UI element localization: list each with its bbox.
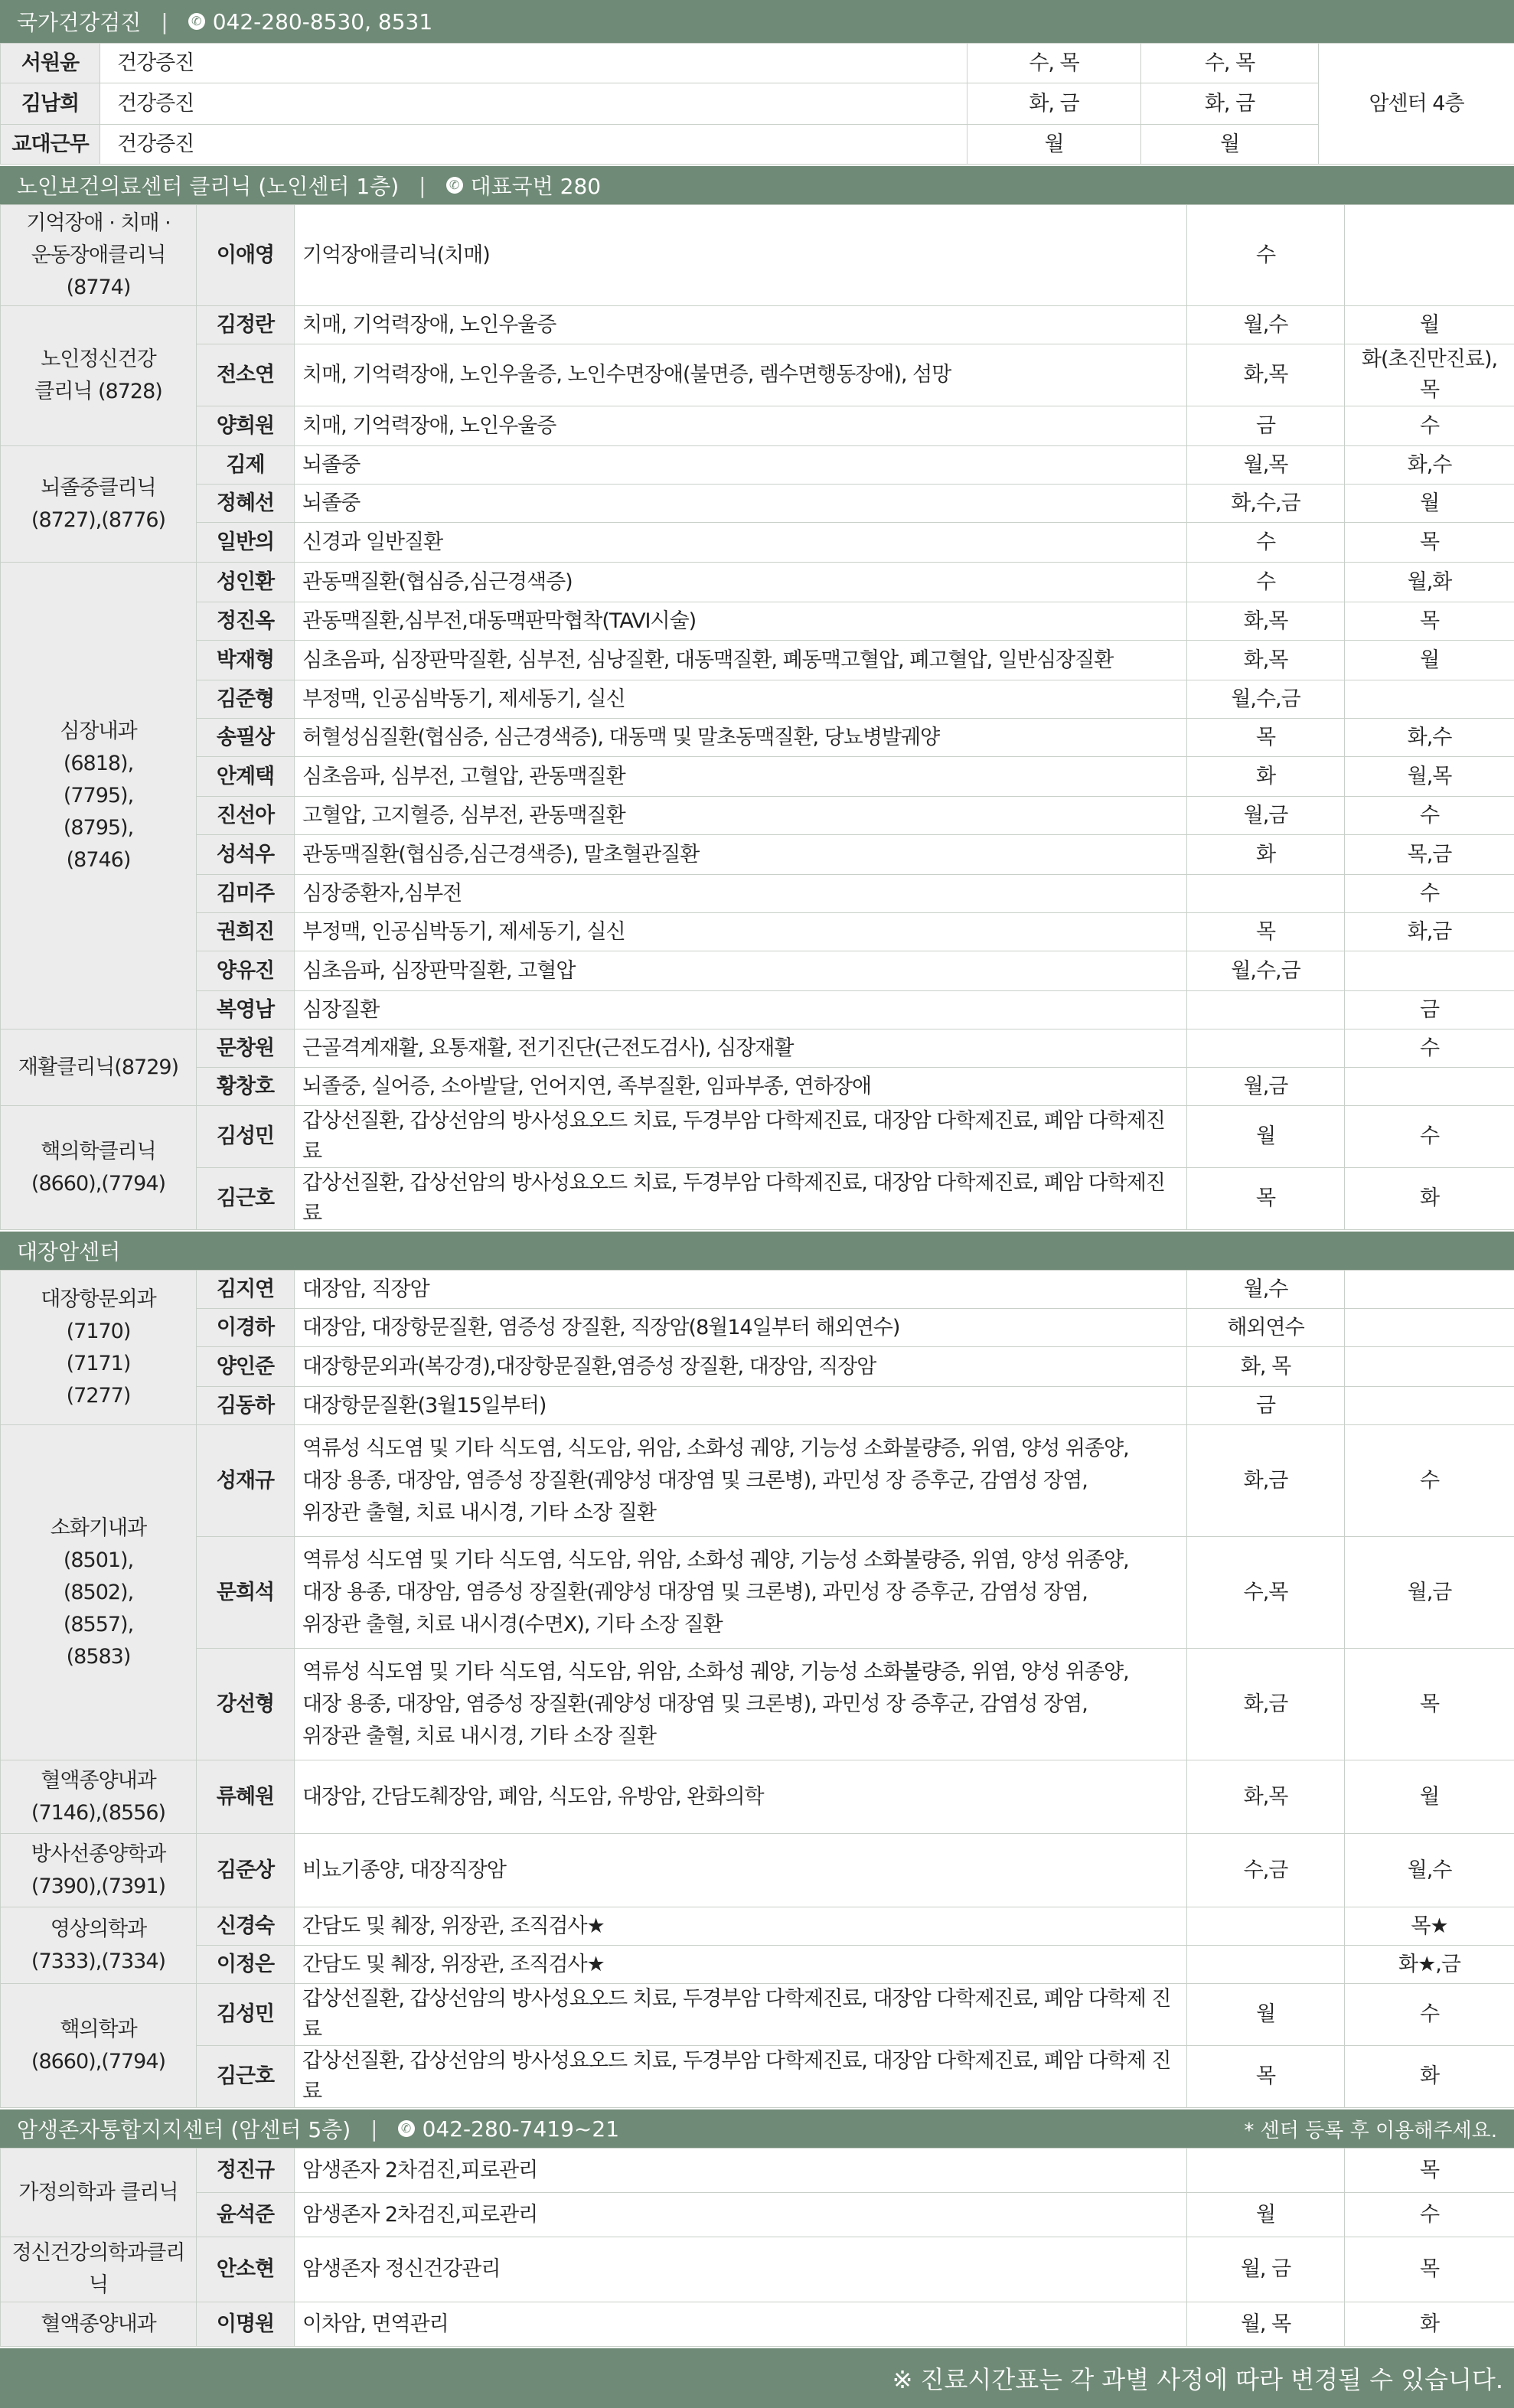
table-row	[1, 563, 1514, 602]
pm-schedule: 목,금	[1345, 835, 1514, 875]
table-row	[1, 406, 1514, 446]
doctor-name: 김정란	[197, 306, 295, 344]
pm-schedule	[1345, 1068, 1514, 1106]
department-line: (8795),	[8, 812, 188, 844]
table-row	[1, 2149, 1514, 2193]
day-1: 월	[967, 125, 1141, 165]
doctor-name: 김준상	[197, 1834, 295, 1907]
am-schedule: 월	[1187, 2193, 1345, 2237]
doctor-name: 정혜선	[197, 485, 295, 523]
table-row	[1, 2193, 1514, 2237]
specialty: 건강증진	[100, 125, 967, 165]
specialty: 근골격계재활, 요통재활, 전기진단(근전도검사), 심장재활	[295, 1029, 1187, 1068]
department-line: 대장항문외과	[8, 1284, 188, 1316]
specialty: 치매, 기억력장애, 노인우울증	[295, 406, 1187, 446]
am-schedule: 목	[1187, 719, 1345, 757]
pm-schedule: 화,수	[1345, 446, 1514, 485]
specialty: 갑상선질환, 갑상선암의 방사성요오드 치료, 두경부암 다학제진료, 대장암 다학제진료, 폐암 다학제진료	[295, 1106, 1187, 1168]
specialty: 관동맥질환(협심증,심근경색증)	[295, 563, 1187, 602]
doctor-name: 김성민	[197, 1984, 295, 2046]
am-schedule: 화,금	[1187, 1425, 1345, 1537]
doctor-name: 복영남	[197, 991, 295, 1029]
specialty: 심초음파, 심부전, 고혈압, 관동맥질환	[295, 757, 1187, 797]
table-row	[1, 1834, 1514, 1907]
doctor-name: 류혜원	[197, 1760, 295, 1834]
doctor-name: 안소현	[197, 2237, 295, 2302]
specialty: 건강증진	[100, 83, 967, 125]
doctor-name: 진선아	[197, 797, 295, 835]
section-phone: 대표국번 280	[471, 170, 602, 201]
section-phone: 042-280-7419~21	[423, 2116, 619, 2142]
day-2: 화, 금	[1141, 83, 1319, 125]
table-row	[1, 2046, 1514, 2108]
pm-schedule: 월,금	[1345, 1537, 1514, 1649]
specialty: 대장암, 직장암	[295, 1271, 1187, 1309]
registration-note: * 센터 등록 후 이용해주세요.	[1244, 2115, 1497, 2143]
am-schedule: 화,목	[1187, 1760, 1345, 1834]
department-line: 소화기내과	[8, 1512, 188, 1545]
table-row	[1, 205, 1514, 306]
doctor-name: 신경숙	[197, 1907, 295, 1946]
specialty: 심장질환	[295, 991, 1187, 1029]
department-line: 재활클리닉(8729)	[8, 1052, 188, 1084]
specialty: 고혈압, 고지혈증, 심부전, 관동맥질환	[295, 797, 1187, 835]
section-title: 노인보건의료센터 클리닉 (노인센터 1층)	[17, 170, 399, 201]
am-schedule	[1187, 1946, 1345, 1984]
pm-schedule: 화★,금	[1345, 1946, 1514, 1984]
department-cell	[1, 1029, 197, 1106]
day-1: 수, 목	[967, 44, 1141, 83]
senior-clinic-table	[0, 204, 1514, 1230]
table-row	[1, 1068, 1514, 1106]
table-row	[1, 757, 1514, 797]
pm-schedule	[1345, 1347, 1514, 1387]
pm-schedule	[1345, 205, 1514, 306]
doctor-name: 김제	[197, 446, 295, 485]
section-title: 암생존자통합지지센터 (암센터 5층)	[17, 2113, 351, 2144]
department-cell	[1, 1907, 197, 1984]
doctor-name: 김근호	[197, 1168, 295, 1230]
specialty: 대장암, 대장항문질환, 염증성 장질환, 직장암(8월14일부터 해외연수)	[295, 1309, 1187, 1347]
table-row	[1, 1907, 1514, 1946]
pm-schedule	[1345, 951, 1514, 991]
specialty: 부정맥, 인공심박동기, 제세동기, 실신	[295, 913, 1187, 951]
specialty: 갑상선질환, 갑상선암의 방사성요오드 치료, 두경부암 다학제진료, 대장암 다학제진료, 폐암 다학제 진료	[295, 1984, 1187, 2046]
am-schedule: 화,수,금	[1187, 485, 1345, 523]
doctor-name: 강선형	[197, 1649, 295, 1760]
day-2: 수, 목	[1141, 44, 1319, 83]
department-line: (7171)	[8, 1348, 188, 1380]
pm-schedule: 목	[1345, 2149, 1514, 2193]
specialty: 심초음파, 심장판막질환, 고혈압	[295, 951, 1187, 991]
department-cell	[1, 1834, 197, 1907]
department-line: (8501),	[8, 1545, 188, 1577]
table-row	[1, 991, 1514, 1029]
department-line: (7333),(7334)	[8, 1946, 188, 1978]
table-row	[1, 44, 1514, 83]
table-row	[1, 913, 1514, 951]
department-line: 운동장애클리닉	[8, 240, 188, 272]
department-cell	[1, 2149, 197, 2237]
pm-schedule: 목	[1345, 1649, 1514, 1760]
table-row	[1, 485, 1514, 523]
department-cell	[1, 446, 197, 563]
table-row	[1, 1425, 1514, 1537]
am-schedule: 금	[1187, 406, 1345, 446]
table-row	[1, 344, 1514, 406]
am-schedule: 수	[1187, 563, 1345, 602]
doctor-name: 성석우	[197, 835, 295, 875]
department-line: 기억장애 · 치매 ·	[8, 207, 188, 240]
doctor-name: 안계택	[197, 757, 295, 797]
pm-schedule: 화,수	[1345, 719, 1514, 757]
section-header-survivor-center: 암생존자통합지지센터 (암센터 5층) | ✆ 042-280-7419~21 * 센터 등록 후 이용해주세요.	[0, 2108, 1514, 2148]
footer-text: ※ 진료시간표는 각 과별 사정에 따라 변경될 수 있습니다.	[892, 2361, 1503, 2396]
am-schedule: 화,목	[1187, 641, 1345, 680]
specialty	[295, 1649, 1187, 1760]
department-line: 방사선종양학과	[8, 1839, 188, 1871]
table-row	[1, 797, 1514, 835]
pm-schedule: 월	[1345, 485, 1514, 523]
am-schedule: 화,금	[1187, 1649, 1345, 1760]
table-row	[1, 835, 1514, 875]
am-schedule: 목	[1187, 1168, 1345, 1230]
specialty: 이차암, 면역관리	[295, 2302, 1187, 2347]
am-schedule: 월,목	[1187, 446, 1345, 485]
schedule-body	[1, 1271, 1514, 2108]
table-row	[1, 1760, 1514, 1834]
table-row	[1, 125, 1514, 165]
specialty-line: 대장 용종, 대장암, 염증성 장질환(궤양성 대장염 및 크론병), 과민성 장 증후군, 감염성 장염,	[302, 1577, 1179, 1609]
department-cell	[1, 1425, 197, 1760]
department-line: 혈액종양내과	[8, 1765, 188, 1797]
table-row	[1, 680, 1514, 719]
specialty: 건강증진	[100, 44, 967, 83]
phone-icon: ✆	[398, 2120, 415, 2137]
table-row	[1, 2237, 1514, 2302]
table-row	[1, 1309, 1514, 1347]
table-row	[1, 83, 1514, 125]
doctor-name: 양유진	[197, 951, 295, 991]
doctor-name: 성인환	[197, 563, 295, 602]
specialty-line: 위장관 출혈, 치료 내시경, 기타 소장 질환	[302, 1721, 1179, 1753]
specialty: 부정맥, 인공심박동기, 제세동기, 실신	[295, 680, 1187, 719]
doctor-name: 문희석	[197, 1537, 295, 1649]
doctor-name: 이경하	[197, 1309, 295, 1347]
doctor-name: 이정은	[197, 1946, 295, 1984]
table-row	[1, 1106, 1514, 1168]
section-header-health-checkup: 국가건강검진 | ✆ 042-280-8530, 8531	[0, 0, 1514, 43]
pm-schedule: 화,금	[1345, 913, 1514, 951]
specialty	[295, 1537, 1187, 1649]
specialty: 기억장애클리닉(치매)	[295, 205, 1187, 306]
specialty: 비뇨기종양, 대장직장암	[295, 1834, 1187, 1907]
pm-schedule: 수	[1345, 406, 1514, 446]
pm-schedule: 화	[1345, 2046, 1514, 2108]
pm-schedule: 수	[1345, 875, 1514, 913]
department-cell	[1, 1106, 197, 1230]
department-cell	[1, 2237, 197, 2302]
specialty-line: 역류성 식도염 및 기타 식도염, 식도암, 위암, 소화성 궤양, 기능성 소화불량증, 위염, 양성 위종양,	[302, 1433, 1179, 1465]
table-row	[1, 1649, 1514, 1760]
doctor-name: 이명원	[197, 2302, 295, 2347]
specialty-line: 위장관 출혈, 치료 내시경, 기타 소장 질환	[302, 1497, 1179, 1529]
department-cell	[1, 1271, 197, 1425]
specialty-line: 역류성 식도염 및 기타 식도염, 식도암, 위암, 소화성 궤양, 기능성 소화불량증, 위염, 양성 위종양,	[302, 1545, 1179, 1577]
specialty: 암생존자 2차검진,피로관리	[295, 2149, 1187, 2193]
department-line: (7146),(8556)	[8, 1797, 188, 1829]
am-schedule: 월, 금	[1187, 2237, 1345, 2302]
table-row	[1, 446, 1514, 485]
doctor-name: 박재형	[197, 641, 295, 680]
schedule-body	[1, 205, 1514, 1230]
table-row	[1, 1537, 1514, 1649]
specialty: 대장암, 간담도췌장암, 폐암, 식도암, 유방암, 완화의학	[295, 1760, 1187, 1834]
department-line: 핵의학과	[8, 2014, 188, 2046]
pm-schedule: 월,수	[1345, 1834, 1514, 1907]
doctor-name: 정진규	[197, 2149, 295, 2193]
section-title: 국가건강검진	[17, 6, 141, 37]
table-row	[1, 1946, 1514, 1984]
doctor-name: 권희진	[197, 913, 295, 951]
day-1: 화, 금	[967, 83, 1141, 125]
phone-icon: ✆	[188, 13, 205, 30]
doctor-name: 성재규	[197, 1425, 295, 1537]
am-schedule: 월,금	[1187, 797, 1345, 835]
specialty: 간담도 및 췌장, 위장관, 조직검사★	[295, 1907, 1187, 1946]
department-cell	[1, 1984, 197, 2108]
pm-schedule: 수	[1345, 2193, 1514, 2237]
department-line: (7277)	[8, 1380, 188, 1412]
department-line: (8660),(7794)	[8, 2046, 188, 2078]
pm-schedule	[1345, 680, 1514, 719]
table-row	[1, 1984, 1514, 2046]
doctor-name: 정진옥	[197, 602, 295, 641]
department-line: (7170)	[8, 1316, 188, 1348]
pm-schedule: 목	[1345, 523, 1514, 563]
am-schedule: 화	[1187, 757, 1345, 797]
doctor-name: 김동하	[197, 1387, 295, 1425]
specialty: 갑상선질환, 갑상선암의 방사성요오드 치료, 두경부암 다학제진료, 대장암 다학제진료, 폐암 다학제 진료	[295, 2046, 1187, 2108]
department-line: (8660),(7794)	[8, 1168, 188, 1200]
doctor-name: 김준형	[197, 680, 295, 719]
pm-schedule: 목	[1345, 2237, 1514, 2302]
colorectal-center-table	[0, 1270, 1514, 2108]
pm-schedule: 월,목	[1345, 757, 1514, 797]
department-line: 뇌졸중클리닉	[8, 472, 188, 504]
am-schedule: 월	[1187, 1106, 1345, 1168]
specialty-line: 대장 용종, 대장암, 염증성 장질환(궤양성 대장염 및 크론병), 과민성 장 증후군, 감염성 장염,	[302, 1689, 1179, 1721]
doctor-name: 김근호	[197, 2046, 295, 2108]
doctor-name: 문창원	[197, 1029, 295, 1068]
department-line: (7795),	[8, 780, 188, 812]
department-cell	[1, 563, 197, 1029]
am-schedule: 화	[1187, 835, 1345, 875]
pm-schedule: 수	[1345, 1984, 1514, 2046]
am-schedule: 수,금	[1187, 1834, 1345, 1907]
department-line: (8746)	[8, 844, 188, 876]
survivor-center-table	[0, 2148, 1514, 2347]
pm-schedule: 화	[1345, 2302, 1514, 2347]
specialty: 암생존자 2차검진,피로관리	[295, 2193, 1187, 2237]
am-schedule	[1187, 875, 1345, 913]
specialty: 신경과 일반질환	[295, 523, 1187, 563]
specialty: 심장중환자,심부전	[295, 875, 1187, 913]
pm-schedule: 월	[1345, 1760, 1514, 1834]
department-line: 혈액종양내과	[8, 2308, 188, 2341]
department-line: 노인정신건강	[8, 344, 188, 376]
schedule-body	[1, 2149, 1514, 2347]
pm-schedule: 수	[1345, 797, 1514, 835]
am-schedule: 화,목	[1187, 602, 1345, 641]
doctor-name: 양희원	[197, 406, 295, 446]
section-phone: 042-280-8530, 8531	[213, 9, 432, 34]
am-schedule: 목	[1187, 2046, 1345, 2108]
specialty-line: 역류성 식도염 및 기타 식도염, 식도암, 위암, 소화성 궤양, 기능성 소화불량증, 위염, 양성 위종양,	[302, 1656, 1179, 1689]
department-cell	[1, 1760, 197, 1834]
pm-schedule: 수	[1345, 1029, 1514, 1068]
doctor-name: 김남희	[1, 83, 100, 125]
specialty: 심초음파, 심장판막질환, 심부전, 심낭질환, 대동맥질환, 폐동맥고혈압, 폐고혈압, 일반심장질환	[295, 641, 1187, 680]
table-row	[1, 523, 1514, 563]
am-schedule: 화,목	[1187, 344, 1345, 406]
doctor-name: 김미주	[197, 875, 295, 913]
specialty-line: 대장 용종, 대장암, 염증성 장질환(궤양성 대장염 및 크론병), 과민성 장 증후군, 감염성 장염,	[302, 1465, 1179, 1497]
pm-schedule	[1345, 1309, 1514, 1347]
location: 암센터 4층	[1319, 44, 1514, 165]
specialty: 치매, 기억력장애, 노인우울증	[295, 306, 1187, 344]
table-row	[1, 1271, 1514, 1309]
am-schedule	[1187, 1907, 1345, 1946]
day-2: 월	[1141, 125, 1319, 165]
table-row	[1, 1387, 1514, 1425]
department-line: 영상의학과	[8, 1914, 188, 1946]
doctor-name: 윤석준	[197, 2193, 295, 2237]
section-header-colorectal-center	[0, 1230, 1514, 1270]
footer-note	[0, 2347, 1514, 2408]
am-schedule	[1187, 2149, 1345, 2193]
specialty: 뇌졸중	[295, 485, 1187, 523]
department-line: (8502),	[8, 1577, 188, 1609]
department-cell	[1, 306, 197, 446]
department-line: (8557),	[8, 1609, 188, 1641]
doctor-name: 황창호	[197, 1068, 295, 1106]
table-row	[1, 875, 1514, 913]
specialty: 간담도 및 췌장, 위장관, 조직검사★	[295, 1946, 1187, 1984]
table-row	[1, 641, 1514, 680]
department-line: (8727),(8776)	[8, 504, 188, 537]
pm-schedule: 월,화	[1345, 563, 1514, 602]
doctor-name: 김성민	[197, 1106, 295, 1168]
am-schedule: 월,금	[1187, 1068, 1345, 1106]
am-schedule: 월,수,금	[1187, 951, 1345, 991]
section-title: 대장암센터	[17, 1235, 120, 1266]
department-line: (7390),(7391)	[8, 1871, 188, 1903]
department-line: 정신건강의학과클리닉	[8, 2237, 188, 2302]
doctor-name: 양인준	[197, 1347, 295, 1387]
specialty: 관동맥질환,심부전,대동맥판막협착(TAVI시술)	[295, 602, 1187, 641]
specialty: 허혈성심질환(협심증, 심근경색증), 대동맥 및 말초동맥질환, 당뇨병발궤양	[295, 719, 1187, 757]
pm-schedule: 화	[1345, 1168, 1514, 1230]
department-line: 심장내과	[8, 716, 188, 748]
am-schedule	[1187, 991, 1345, 1029]
am-schedule: 수	[1187, 205, 1345, 306]
am-schedule: 목	[1187, 913, 1345, 951]
am-schedule	[1187, 1029, 1345, 1068]
specialty-line: 위장관 출혈, 치료 내시경(수면X), 기타 소장 질환	[302, 1609, 1179, 1641]
am-schedule: 월	[1187, 1984, 1345, 2046]
table-row	[1, 951, 1514, 991]
health-checkup-table	[0, 43, 1514, 165]
table-row	[1, 1168, 1514, 1230]
pm-schedule: 화(초진만진료),목	[1345, 344, 1514, 406]
doctor-name: 일반의	[197, 523, 295, 563]
specialty: 암생존자 정신건강관리	[295, 2237, 1187, 2302]
pm-schedule: 목	[1345, 602, 1514, 641]
pm-schedule: 목★	[1345, 1907, 1514, 1946]
doctor-name: 서원윤	[1, 44, 100, 83]
am-schedule: 월,수	[1187, 306, 1345, 344]
table-row	[1, 306, 1514, 344]
department-line: 클리닉 (8728)	[8, 376, 188, 408]
doctor-name: 김지연	[197, 1271, 295, 1309]
pm-schedule: 금	[1345, 991, 1514, 1029]
table-row	[1, 602, 1514, 641]
am-schedule: 월,수	[1187, 1271, 1345, 1309]
department-line: 핵의학클리닉	[8, 1136, 188, 1168]
table-row	[1, 719, 1514, 757]
pm-schedule	[1345, 1271, 1514, 1309]
specialty: 관동맥질환(협심증,심근경색증), 말초혈관질환	[295, 835, 1187, 875]
doctor-name: 교대근무	[1, 125, 100, 165]
am-schedule: 수	[1187, 523, 1345, 563]
specialty: 대장항문외과(복강경),대장항문질환,염증성 장질환, 대장암, 직장암	[295, 1347, 1187, 1387]
phone-icon: ✆	[446, 177, 463, 194]
pm-schedule: 월	[1345, 306, 1514, 344]
pm-schedule	[1345, 1387, 1514, 1425]
specialty: 갑상선질환, 갑상선암의 방사성요오드 치료, 두경부암 다학제진료, 대장암 다학제진료, 폐암 다학제진료	[295, 1168, 1187, 1230]
doctor-name: 송필상	[197, 719, 295, 757]
specialty: 뇌졸중	[295, 446, 1187, 485]
department-line: (8583)	[8, 1641, 188, 1673]
pm-schedule: 월	[1345, 641, 1514, 680]
department-line: (8774)	[8, 272, 188, 304]
am-schedule: 해외연수	[1187, 1309, 1345, 1347]
am-schedule: 금	[1187, 1387, 1345, 1425]
table-row	[1, 1347, 1514, 1387]
pm-schedule: 수	[1345, 1425, 1514, 1537]
department-line: (6818),	[8, 748, 188, 780]
specialty: 뇌졸중, 실어증, 소아발달, 언어지연, 족부질환, 임파부종, 연하장애	[295, 1068, 1187, 1106]
specialty	[295, 1425, 1187, 1537]
department-line: 가정의학과 클리닉	[8, 2177, 188, 2209]
section-header-senior-clinic: 노인보건의료센터 클리닉 (노인센터 1층) | ✆ 대표국번 280	[0, 165, 1514, 204]
am-schedule: 월, 목	[1187, 2302, 1345, 2347]
specialty: 대장항문질환(3월15일부터)	[295, 1387, 1187, 1425]
table-row	[1, 2302, 1514, 2347]
specialty: 치매, 기억력장애, 노인우울증, 노인수면장애(불면증, 렘수면행동장애), 섬망	[295, 344, 1187, 406]
department-cell	[1, 2302, 197, 2347]
doctor-name: 이애영	[197, 205, 295, 306]
department-cell	[1, 205, 197, 306]
am-schedule: 월,수,금	[1187, 680, 1345, 719]
table-row	[1, 1029, 1514, 1068]
doctor-name: 전소연	[197, 344, 295, 406]
am-schedule: 화, 목	[1187, 1347, 1345, 1387]
am-schedule: 수,목	[1187, 1537, 1345, 1649]
pm-schedule: 수	[1345, 1106, 1514, 1168]
